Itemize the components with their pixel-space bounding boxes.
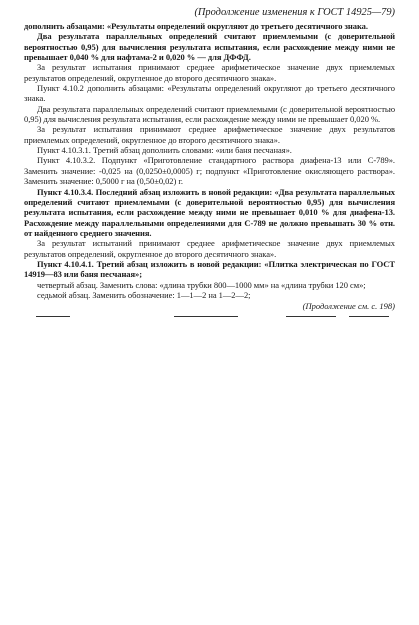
body-text [24,21,395,300]
paragraph: седьмой абзац. Заменить обозначение: 1—1—2 на 1—2—2; [37,289,251,300]
divider-line [286,316,336,317]
paragraph: дополнить абзацами: «Результаты определений округляют до третьего десятичного знака. [24,21,368,31]
separator-rules [24,312,395,322]
paragraph: За результат испытания принимают среднее арифметическое значение двух приемлемых результатов определений, округленное до второго десятичного знака». [24,62,395,83]
paragraph: Пункт 4.10.3.2. Подпункт «Приготовление стандартного раствора диафена-13 или С-789». Заменить значение: -0,025 на (0,0250±0,0005) г; подпункт «Приготовление окисляющего раствора». Заменить значение: 0,5000 г на (0,50±0,02) г. [24,155,395,187]
page-header: (Продолжение изменения к ГОСТ 14925—79) [194,7,395,18]
divider-line [36,316,70,317]
paragraph: Пункт 4.10.3.4. Последний абзац изложить в новой редакции: «Два результата параллельных определений считают приемлемыми (с доверительной вероятностью 0,95) для вычисления результата испытания, если расхождение между ними не превышает 0,010 % для диафена-13. Расхождение между параллельными определениями для С-789 не должно превышать 30 % отн. от найденного среднего значения. [24,186,395,238]
paragraph: За результат испытания принимают среднее арифметическое значение двух результатов приемлемых определений, округленное до второго десятичного знака». [24,124,395,145]
paragraph: Два результата параллельных определений считают приемлемыми (с доверительной вероятностью 0,95) для вычисления результата испытания, если расхождение между ними не превышает 0,020 %. [24,103,395,125]
divider-line [174,316,238,317]
paragraph: Два результата параллельных определений считают приемлемыми (с доверительной вероятностью 0,95) для вычисления результата испытания, если расхождение между ними не превышает 0,040 % для нафтама-2 и 0,020 % — для ДФФД. [24,31,395,63]
divider-line [349,316,389,317]
paragraph: За результат испытаний принимают среднее арифметическое значение двух приемлемых результатов определений, округленное до второго десятичного знака». [24,238,395,259]
paragraph: Пункт 4.10.3.1. Третий абзац дополнить словами: «или баня песчаная». [37,145,292,156]
continuation-note: (Продолжение см. с. 198) [302,301,395,312]
paragraph: Пункт 4.10.2 дополнить абзацами: «Результаты определений округляют до третьего десятичного знака. [24,83,395,104]
paragraph: Пункт 4.10.4.1. Третий абзац изложить в новой редакции: «Плитка электрическая по ГОСТ 14919—83 или баня песчаная»; [24,258,395,280]
paragraph: четвертый абзац. Заменить слова: «длина трубки 800—1000 мм» на «длина трубки 120 см»; [37,279,366,290]
